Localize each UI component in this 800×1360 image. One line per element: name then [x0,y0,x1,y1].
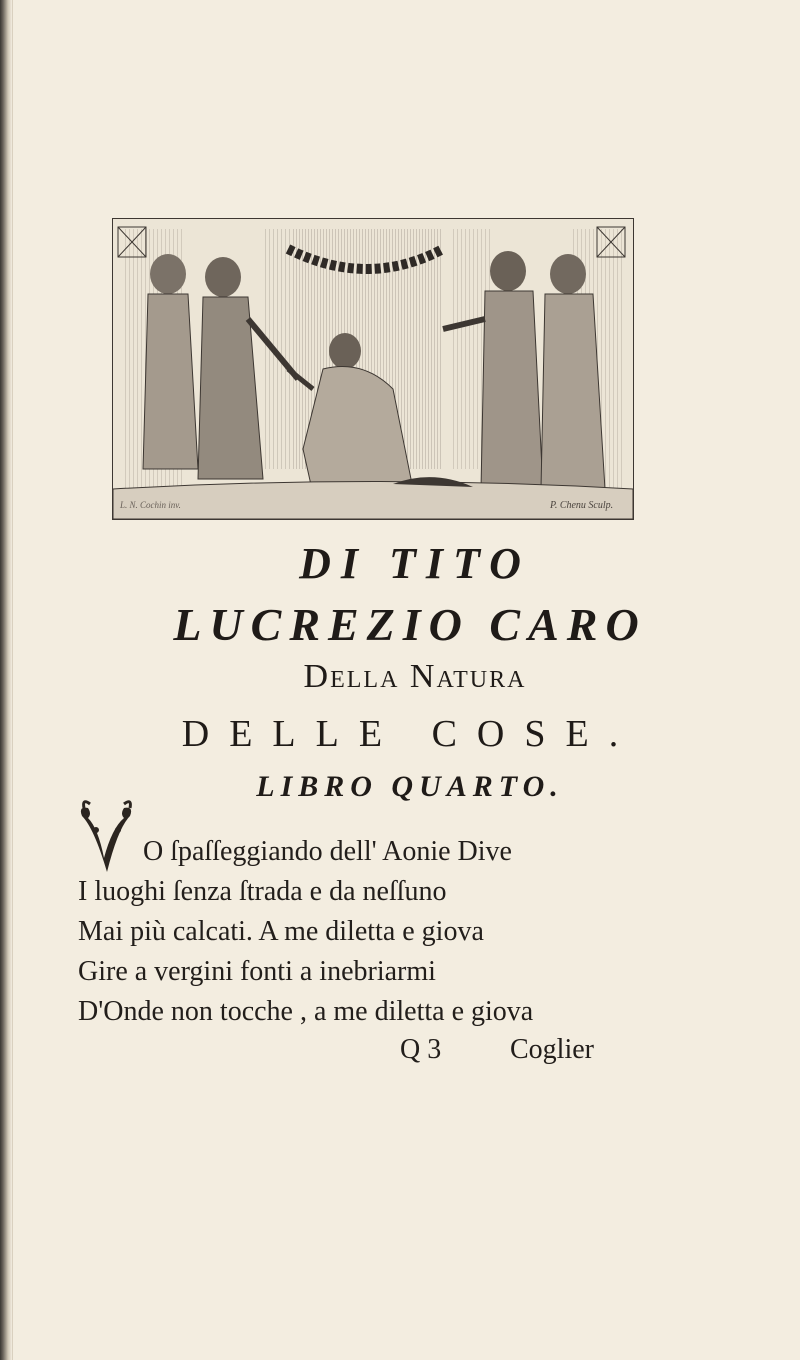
title-line-2: LUCREZIO CARO [173,599,647,650]
verse-line: I luoghi ſenza ſtrada e da neſſuno [78,876,447,907]
engraver-credit-left: L. N. Cochin inv. [120,500,181,510]
title-line-3: Della Natura [303,658,527,695]
title-line-4: DELLE COSE. [181,713,639,755]
verse-line: Mai più calcati. A me diletta e giova [78,916,484,947]
catchword: Coglier [510,1034,594,1065]
initial-letter: V [107,860,108,861]
signature-mark: Q 3 [400,1034,442,1065]
book-heading: LIBRO QUARTO. [256,770,564,803]
engraved-headpiece [112,218,634,520]
decorated-initial [74,800,140,876]
verse-line: O ſpaſſeggiando dell' Aonie Dive [143,836,512,867]
verse-line: D'Onde non tocche , a me diletta e giova [78,996,534,1027]
title-line-1: DI TITO [299,539,531,588]
engraver-credit-right: P. Chenu Sculp. [550,500,614,511]
verse-line: Gire a vergini fonti a inebriarmi [78,956,436,987]
